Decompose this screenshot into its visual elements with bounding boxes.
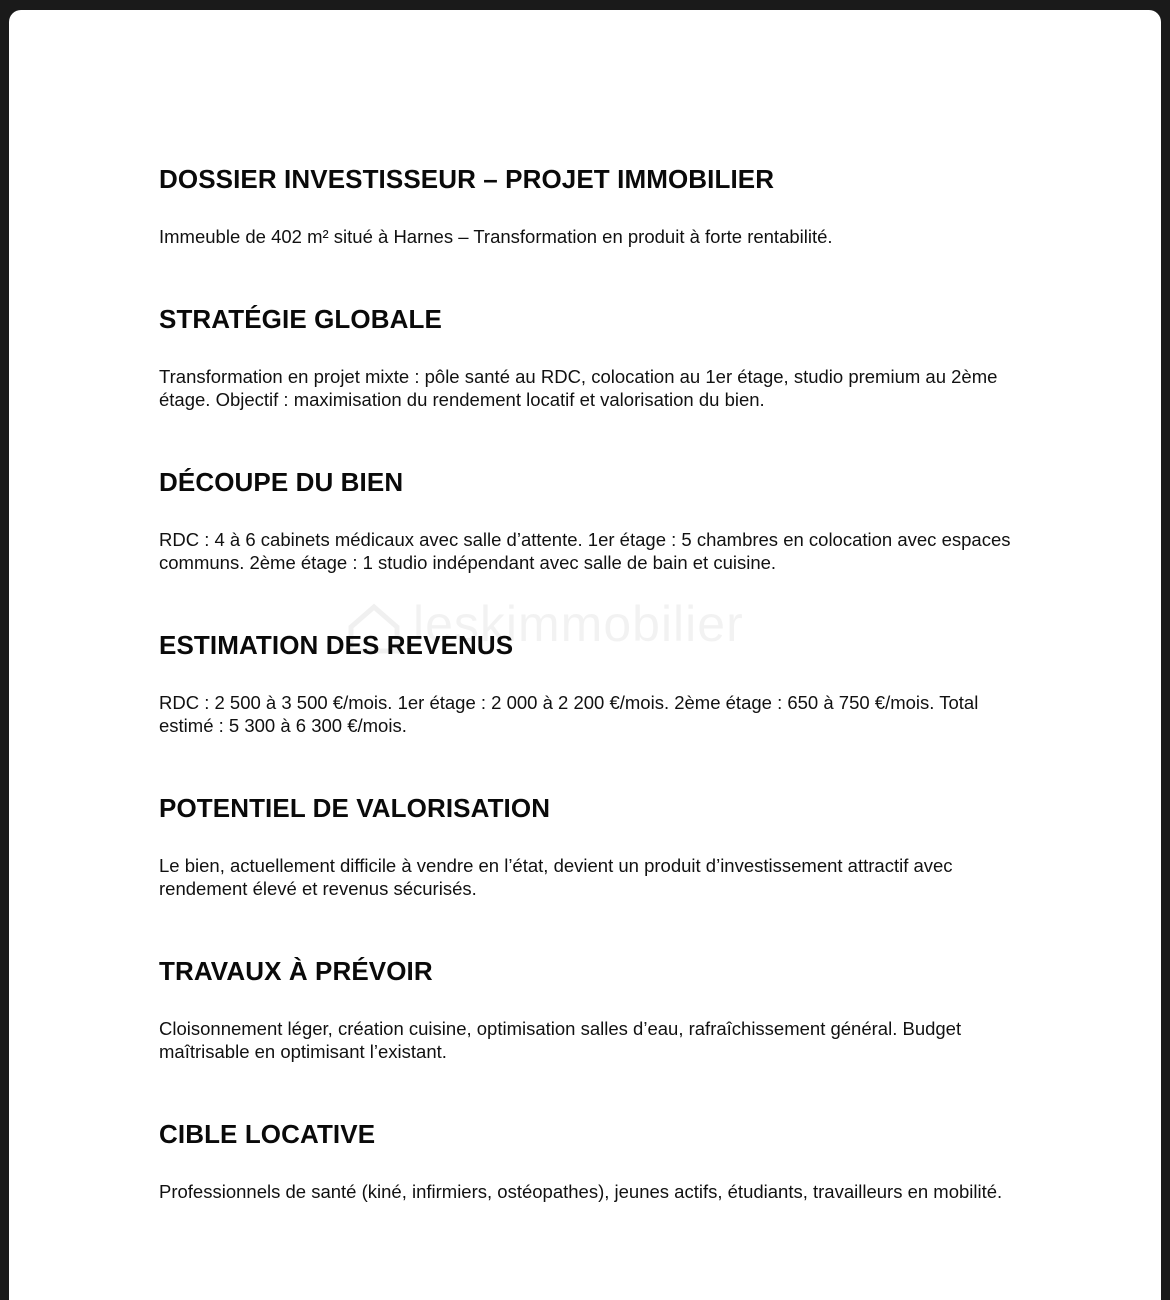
section-body: Transformation en projet mixte : pôle santé au RDC, colocation au 1er étage, studio premium au 2ème étage. Objectif : maximisation du rendement locatif et valorisation du bien. — [159, 365, 998, 410]
section-body: Le bien, actuellement difficile à vendre en l’état, devient un produit d’investissement attractif avec rendement élevé et revenus sécurisés. — [159, 854, 953, 899]
document-page — [9, 10, 1161, 1300]
document-title: DOSSIER INVESTISSEUR – PROJET IMMOBILIER — [159, 164, 775, 194]
section-revenus — [159, 622, 1029, 738]
section-travaux — [159, 948, 1029, 1064]
section-decoupe — [159, 459, 1029, 575]
document-content — [159, 156, 1029, 1203]
section-valorisation — [159, 785, 1029, 901]
section-heading: ESTIMATION DES REVENUS — [159, 629, 514, 660]
section-body: Professionnels de santé (kiné, infirmiers, ostéopathes), jeunes actifs, étudiants, travailleurs en mobilité. — [159, 1180, 1003, 1202]
section-heading: DÉCOUPE DU BIEN — [159, 466, 404, 497]
section-body: RDC : 2 500 à 3 500 €/mois. 1er étage : 2 000 à 2 200 €/mois. 2ème étage : 650 à 750 €/mois. Total estimé : 5 300 à 6 300 €/mois. — [159, 691, 979, 736]
section-heading: CIBLE LOCATIVE — [159, 1118, 376, 1149]
section-cible — [159, 1111, 1029, 1204]
section-heading: STRATÉGIE GLOBALE — [159, 303, 442, 334]
section-body: Cloisonnement léger, création cuisine, optimisation salles d’eau, rafraîchissement général. Budget maîtrisable en optimisant l’existant. — [159, 1017, 962, 1062]
document-subtitle: Immeuble de 402 m² situé à Harnes – Transformation en produit à forte rentabilité. — [159, 226, 833, 247]
section-heading: POTENTIEL DE VALORISATION — [159, 792, 551, 823]
section-heading: TRAVAUX À PRÉVOIR — [159, 955, 433, 986]
section-strategie — [159, 296, 1029, 412]
section-body: RDC : 4 à 6 cabinets médicaux avec salle d’attente. 1er étage : 5 chambres en colocation avec espaces communs. 2ème étage : 1 studio indépendant avec salle de bain et cuisine. — [159, 528, 1011, 573]
watermark-text: leskimmobilier — [413, 596, 744, 652]
